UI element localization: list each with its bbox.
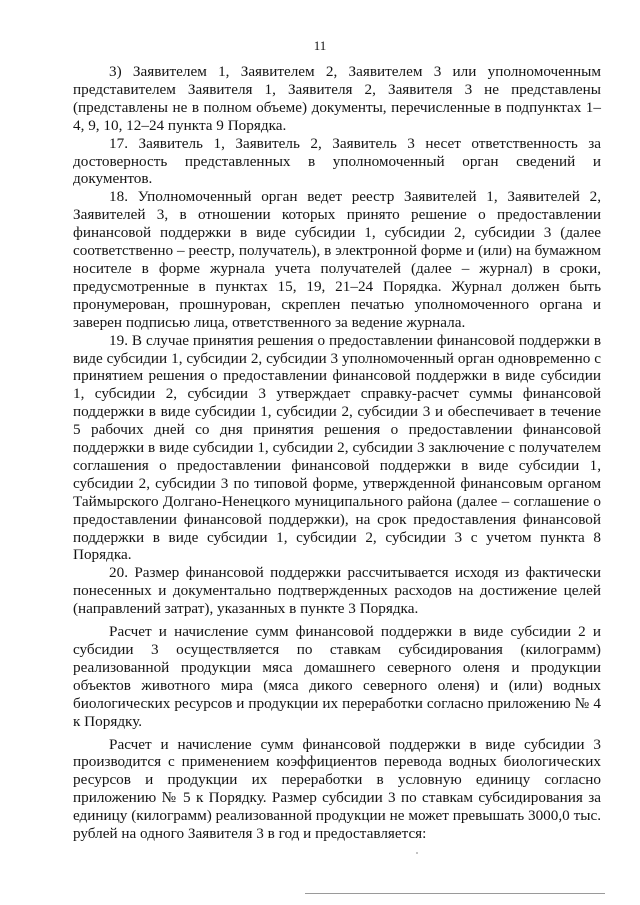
paragraph-19: 19. В случае принятия решения о предоставлении финансовой поддержки в виде субсидии 1, субсидии 2, субсидии 3 уполномоченный орган одновременно с принятием решения о предоставлении финансовой поддержки в виде субсидии 1, субсидии 2, субсидии 3 утверждает справку-расчет суммы финансовой поддержки в виде субсидии 1, субсидии 2, субсидии 3 и обеспечивает в течение 5 рабочих дней со дня принятия решения о предоставлении финансовой поддержки в виде субсидии 1, субсидии 2, субсидии 3 заключение с получателем соглашения о предоставлении финансовой поддержки в виде субсидии 1, субсидии 2, субсидии 3 по типовой форме, утвержденной финансовым органом Таймырского Долгано-Ненецкого муниципального района (далее – соглашение о предоставлении финансовой поддержки), на срок предоставления финансовой поддержки в виде субсидии 1, субсидии 2, субсидии 3 с учетом пункта 8 Порядка. [73,331,601,564]
paragraph-calculation-subsidy-3: Расчет и начисление сумм финансовой поддержки в виде субсидии 3 производится с применением коэффициентов перевода водных биологических ресурсов и продукции их переработки в условную единицу согласно приложению № 5 к Порядку. Размер субсидии 3 по ставкам субсидирования за единицу (килограмм) реализованной продукции не может превышать 3000,0 тыс. рублей на одного Заявителя 3 в год и предоставляется: [73,735,601,843]
paragraph-17: 17. Заявитель 1, Заявитель 2, Заявитель 3 несет ответственность за достоверность представленных в уполномоченный орган сведений и документов. [73,134,601,188]
paragraph-20: 20. Размер финансовой поддержки рассчитывается исходя из фактически понесенных и документально подтвержденных расходов на достижение целей (направлений затрат), указанных в пункте 3 Порядка. [73,564,601,618]
paragraph-18: 18. Уполномоченный орган ведет реестр Заявителей 1, Заявителей 2, Заявителей 3, в отношении которых принято решение о предоставлении финансовой поддержки в виде субсидии 1, субсидии 2, субсидии 3 (далее соответственно – реестр, получатель), в электронной форме и (или) на бумажном носителе в форме журнала учета получателей (далее – журнал) в сроки, предусмотренные в пунктах 15, 19, 21–24 Порядка. Журнал должен быть пронумерован, прошнурован, скреплен печатью уполномоченного органа и заверен подписью лица, ответственного за ведение журнала. [73,188,601,331]
document-body [73,63,601,843]
paragraph-subitem-3: 3) Заявителем 1, Заявителем 2, Заявителем 3 или уполномоченным представителем Заявителя 1, Заявителя 2, Заявителя 3 не представлены (представлены не в полном объеме) документы, перечисленные в подпунктах 1–4, 9, 10, 12–24 пункта 9 Порядка. [73,63,601,134]
scan-speck [416,852,418,854]
paragraph-calculation-subsidy-2-3: Расчет и начисление сумм финансовой поддержки в виде субсидии 2 и субсидии 3 осуществляется по ставкам субсидирования (килограмм) реализованной продукции мяса домашнего северного оленя и продукции объектов животного мира (мяса дикого северного оленя) и (или) водных биологических ресурсов и продукции их переработки согласно приложению № 4 к Порядку. [73,623,601,730]
page-number: 11 [313,38,327,53]
scan-edge-line [305,893,605,894]
